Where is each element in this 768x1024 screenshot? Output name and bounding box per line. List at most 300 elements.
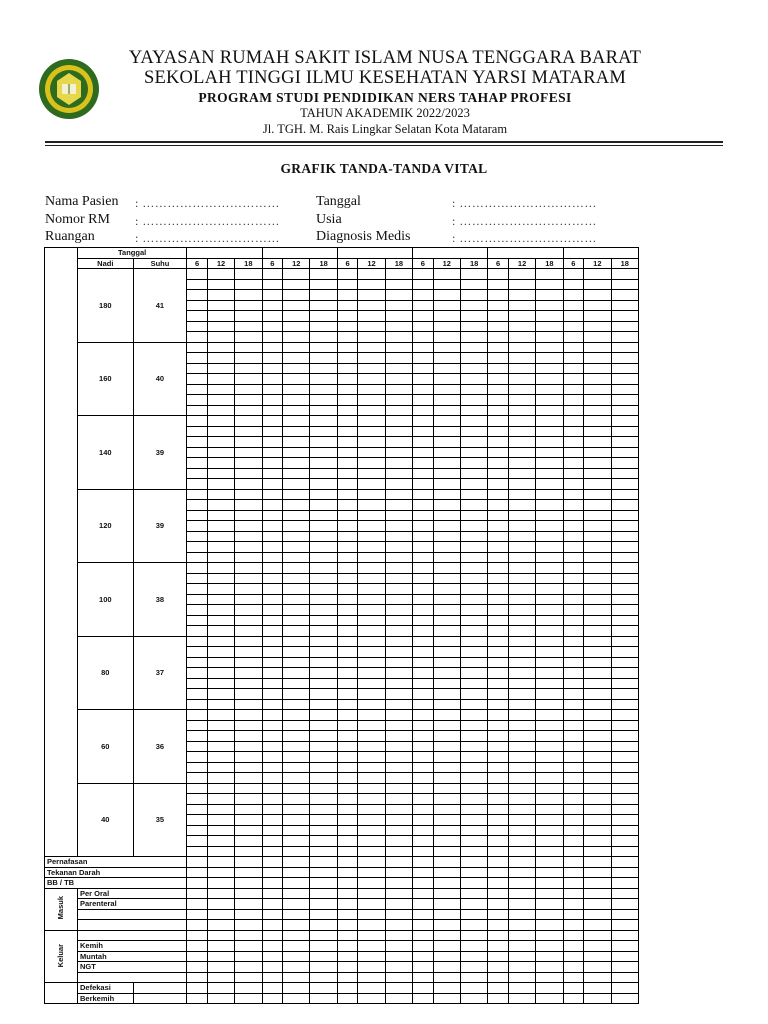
grid-cell[interactable] (508, 594, 535, 605)
grid-cell[interactable] (536, 563, 563, 574)
grid-cell[interactable] (262, 531, 283, 542)
grid-cell[interactable] (508, 762, 535, 773)
grid-cell[interactable] (584, 626, 611, 637)
grid-cell[interactable] (207, 909, 234, 920)
grid-cell[interactable] (207, 363, 234, 374)
grid-cell[interactable] (262, 920, 283, 931)
grid-cell[interactable] (611, 521, 639, 532)
grid-cell[interactable] (358, 699, 385, 710)
grid-cell[interactable] (337, 794, 358, 805)
grid-cell[interactable] (508, 416, 535, 427)
grid-cell[interactable] (262, 384, 283, 395)
grid-cell[interactable] (413, 416, 434, 427)
grid-cell[interactable] (262, 762, 283, 773)
grid-cell[interactable] (310, 279, 337, 290)
grid-cell[interactable] (187, 867, 208, 878)
grid-cell[interactable] (488, 290, 509, 301)
grid-cell[interactable] (207, 563, 234, 574)
grid-cell[interactable] (337, 405, 358, 416)
grid-cell[interactable] (611, 500, 639, 511)
grid-cell[interactable] (262, 867, 283, 878)
grid-cell[interactable] (413, 594, 434, 605)
grid-cell[interactable] (413, 689, 434, 700)
grid-cell[interactable] (310, 678, 337, 689)
grid-cell[interactable] (563, 678, 584, 689)
grid-cell[interactable] (310, 909, 337, 920)
grid-cell[interactable] (207, 710, 234, 721)
grid-cell[interactable] (337, 510, 358, 521)
grid-cell[interactable] (207, 468, 234, 479)
grid-cell[interactable] (413, 710, 434, 721)
grid-cell[interactable] (536, 689, 563, 700)
grid-cell[interactable] (310, 489, 337, 500)
grid-cell[interactable] (207, 920, 234, 931)
grid-cell[interactable] (413, 783, 434, 794)
grid-cell[interactable] (358, 668, 385, 679)
grid-cell[interactable] (536, 930, 563, 941)
grid-cell[interactable] (563, 857, 584, 868)
grid-cell[interactable] (488, 447, 509, 458)
grid-cell[interactable] (235, 300, 262, 311)
grid-cell[interactable] (584, 395, 611, 406)
grid-cell[interactable] (385, 510, 412, 521)
grid-cell[interactable] (207, 668, 234, 679)
grid-cell[interactable] (235, 447, 262, 458)
grid-cell[interactable] (337, 342, 358, 353)
grid-cell[interactable] (283, 920, 310, 931)
grid-cell[interactable] (235, 563, 262, 574)
grid-cell[interactable] (584, 951, 611, 962)
grid-cell[interactable] (413, 447, 434, 458)
grid-cell[interactable] (385, 290, 412, 301)
grid-cell[interactable] (337, 804, 358, 815)
grid-cell[interactable] (611, 353, 639, 364)
grid-cell[interactable] (385, 342, 412, 353)
grid-cell[interactable] (508, 605, 535, 616)
grid-cell[interactable] (385, 846, 412, 857)
grid-cell[interactable] (460, 699, 487, 710)
grid-cell[interactable] (563, 279, 584, 290)
grid-cell[interactable] (563, 332, 584, 343)
grid-cell[interactable] (433, 699, 460, 710)
grid-cell[interactable] (283, 794, 310, 805)
grid-cell[interactable] (611, 909, 639, 920)
grid-cell[interactable] (584, 521, 611, 532)
grid-cell[interactable] (508, 699, 535, 710)
grid-cell[interactable] (358, 374, 385, 385)
grid-cell[interactable] (310, 825, 337, 836)
grid-cell[interactable] (413, 563, 434, 574)
grid-cell[interactable] (508, 395, 535, 406)
grid-cell[interactable] (508, 584, 535, 595)
grid-cell[interactable] (413, 521, 434, 532)
grid-cell[interactable] (488, 720, 509, 731)
grid-cell[interactable] (508, 899, 535, 910)
grid-cell[interactable] (283, 773, 310, 784)
grid-cell[interactable] (283, 836, 310, 847)
grid-cell[interactable] (337, 657, 358, 668)
grid-cell[interactable] (611, 426, 639, 437)
grid-cell[interactable] (460, 720, 487, 731)
grid-cell[interactable] (488, 594, 509, 605)
grid-cell[interactable] (262, 909, 283, 920)
grid-cell[interactable] (262, 678, 283, 689)
grid-cell[interactable] (337, 899, 358, 910)
grid-cell[interactable] (207, 857, 234, 868)
grid-cell[interactable] (262, 342, 283, 353)
grid-cell[interactable] (235, 752, 262, 763)
grid-cell[interactable] (508, 794, 535, 805)
grid-cell[interactable] (584, 867, 611, 878)
grid-cell[interactable] (488, 710, 509, 721)
grid-cell[interactable] (563, 647, 584, 658)
grid-cell[interactable] (563, 972, 584, 983)
grid-cell[interactable] (563, 468, 584, 479)
grid-cell[interactable] (235, 332, 262, 343)
grid-cell[interactable] (310, 416, 337, 427)
grid-cell[interactable] (207, 983, 234, 994)
grid-cell[interactable] (235, 657, 262, 668)
grid-cell[interactable] (413, 626, 434, 637)
grid-cell[interactable] (563, 710, 584, 721)
grid-cell[interactable] (283, 374, 310, 385)
grid-cell[interactable] (283, 983, 310, 994)
grid-cell[interactable] (584, 605, 611, 616)
grid-cell[interactable] (207, 573, 234, 584)
grid-cell[interactable] (337, 594, 358, 605)
grid-cell[interactable] (508, 710, 535, 721)
grid-cell[interactable] (310, 290, 337, 301)
grid-cell[interactable] (460, 584, 487, 595)
grid-cell[interactable] (508, 311, 535, 322)
grid-cell[interactable] (488, 605, 509, 616)
grid-cell[interactable] (488, 426, 509, 437)
grid-cell[interactable] (433, 668, 460, 679)
grid-cell[interactable] (611, 363, 639, 374)
grid-cell[interactable] (337, 762, 358, 773)
grid-cell[interactable] (385, 794, 412, 805)
grid-cell[interactable] (488, 563, 509, 574)
grid-cell[interactable] (563, 584, 584, 595)
grid-cell[interactable] (358, 594, 385, 605)
grid-cell[interactable] (563, 458, 584, 469)
grid-cell[interactable] (460, 752, 487, 763)
grid-cell[interactable] (508, 437, 535, 448)
grid-cell[interactable] (310, 783, 337, 794)
grid-cell[interactable] (235, 815, 262, 826)
grid-cell[interactable] (235, 384, 262, 395)
grid-cell[interactable] (508, 636, 535, 647)
grid-cell[interactable] (187, 531, 208, 542)
grid-cell[interactable] (358, 647, 385, 658)
grid-cell[interactable] (611, 762, 639, 773)
grid-cell[interactable] (358, 500, 385, 511)
grid-cell[interactable] (385, 752, 412, 763)
grid-cell[interactable] (536, 342, 563, 353)
grid-cell[interactable] (385, 405, 412, 416)
grid-cell[interactable] (235, 542, 262, 553)
grid-cell[interactable] (385, 594, 412, 605)
grid-cell[interactable] (433, 521, 460, 532)
grid-cell[interactable] (310, 888, 337, 899)
grid-cell[interactable] (413, 930, 434, 941)
grid-cell[interactable] (337, 468, 358, 479)
grid-cell[interactable] (310, 521, 337, 532)
grid-cell[interactable] (310, 920, 337, 931)
grid-cell[interactable] (563, 426, 584, 437)
grid-cell[interactable] (563, 311, 584, 322)
grid-cell[interactable] (508, 668, 535, 679)
grid-cell[interactable] (563, 951, 584, 962)
grid-cell[interactable] (584, 815, 611, 826)
grid-cell[interactable] (413, 699, 434, 710)
grid-cell[interactable] (187, 594, 208, 605)
grid-cell[interactable] (283, 468, 310, 479)
grid-cell[interactable] (611, 269, 639, 280)
grid-cell[interactable] (310, 941, 337, 952)
grid-cell[interactable] (584, 542, 611, 553)
grid-cell[interactable] (488, 920, 509, 931)
grid-cell[interactable] (358, 552, 385, 563)
grid-cell[interactable] (310, 615, 337, 626)
grid-cell[interactable] (262, 836, 283, 847)
grid-cell[interactable] (310, 479, 337, 490)
grid-cell[interactable] (207, 269, 234, 280)
grid-cell[interactable] (283, 479, 310, 490)
grid-cell[interactable] (262, 321, 283, 332)
grid-cell[interactable] (563, 573, 584, 584)
grid-cell[interactable] (433, 983, 460, 994)
grid-cell[interactable] (235, 290, 262, 301)
grid-cell[interactable] (488, 384, 509, 395)
grid-cell[interactable] (283, 972, 310, 983)
grid-cell[interactable] (536, 962, 563, 973)
grid-cell[interactable] (584, 311, 611, 322)
grid-cell[interactable] (187, 731, 208, 742)
grid-cell[interactable] (187, 678, 208, 689)
grid-cell[interactable] (187, 657, 208, 668)
grid-cell[interactable] (207, 521, 234, 532)
grid-cell[interactable] (433, 342, 460, 353)
grid-cell[interactable] (488, 888, 509, 899)
grid-cell[interactable] (283, 993, 310, 1004)
grid-cell[interactable] (611, 321, 639, 332)
grid-cell[interactable] (235, 416, 262, 427)
grid-cell[interactable] (563, 542, 584, 553)
grid-cell[interactable] (337, 941, 358, 952)
grid-cell[interactable] (536, 647, 563, 658)
grid-cell[interactable] (488, 951, 509, 962)
grid-cell[interactable] (235, 909, 262, 920)
grid-cell[interactable] (460, 332, 487, 343)
grid-cell[interactable] (358, 815, 385, 826)
grid-cell[interactable] (413, 857, 434, 868)
grid-cell[interactable] (283, 563, 310, 574)
grid-cell[interactable] (310, 405, 337, 416)
grid-cell[interactable] (611, 930, 639, 941)
grid-cell[interactable] (358, 867, 385, 878)
grid-cell[interactable] (187, 752, 208, 763)
grid-cell[interactable] (536, 741, 563, 752)
grid-cell[interactable] (337, 962, 358, 973)
grid-cell[interactable] (207, 794, 234, 805)
grid-cell[interactable] (207, 552, 234, 563)
grid-cell[interactable] (187, 416, 208, 427)
grid-cell[interactable] (207, 962, 234, 973)
grid-cell[interactable] (262, 552, 283, 563)
grid-cell[interactable] (460, 374, 487, 385)
grid-cell[interactable] (187, 720, 208, 731)
grid-cell[interactable] (508, 542, 535, 553)
grid-cell[interactable] (262, 888, 283, 899)
grid-cell[interactable] (337, 752, 358, 763)
grid-cell[interactable] (584, 458, 611, 469)
grid-cell[interactable] (563, 689, 584, 700)
grid-cell[interactable] (283, 846, 310, 857)
grid-cell[interactable] (563, 825, 584, 836)
grid-cell[interactable] (262, 374, 283, 385)
grid-cell[interactable] (413, 668, 434, 679)
grid-cell[interactable] (207, 458, 234, 469)
grid-cell[interactable] (563, 626, 584, 637)
grid-cell[interactable] (536, 489, 563, 500)
grid-cell[interactable] (207, 888, 234, 899)
grid-cell[interactable] (460, 741, 487, 752)
grid-cell[interactable] (508, 846, 535, 857)
grid-cell[interactable] (283, 867, 310, 878)
grid-cell[interactable] (385, 878, 412, 889)
grid-cell[interactable] (385, 353, 412, 364)
grid-cell[interactable] (611, 920, 639, 931)
grid-cell[interactable] (563, 804, 584, 815)
grid-cell[interactable] (358, 332, 385, 343)
grid-cell[interactable] (310, 447, 337, 458)
grid-cell[interactable] (337, 836, 358, 847)
grid-cell[interactable] (433, 951, 460, 962)
grid-cell[interactable] (235, 899, 262, 910)
grid-cell[interactable] (283, 405, 310, 416)
grid-cell[interactable] (283, 678, 310, 689)
grid-cell[interactable] (488, 321, 509, 332)
grid-cell[interactable] (235, 825, 262, 836)
grid-cell[interactable] (235, 993, 262, 1004)
grid-cell[interactable] (235, 636, 262, 647)
grid-cell[interactable] (337, 458, 358, 469)
grid-cell[interactable] (488, 647, 509, 658)
grid-cell[interactable] (460, 290, 487, 301)
grid-cell[interactable] (385, 321, 412, 332)
grid-cell[interactable] (584, 374, 611, 385)
grid-cell[interactable] (187, 647, 208, 658)
grid-cell[interactable] (262, 647, 283, 658)
grid-cell[interactable] (385, 699, 412, 710)
grid-cell[interactable] (358, 290, 385, 301)
grid-cell[interactable] (563, 657, 584, 668)
grid-cell[interactable] (611, 867, 639, 878)
grid-cell[interactable] (385, 836, 412, 847)
grid-cell[interactable] (187, 500, 208, 511)
grid-cell[interactable] (584, 384, 611, 395)
grid-cell[interactable] (488, 552, 509, 563)
grid-cell[interactable] (488, 279, 509, 290)
grid-cell[interactable] (536, 290, 563, 301)
grid-cell[interactable] (337, 678, 358, 689)
grid-cell[interactable] (584, 552, 611, 563)
grid-cell[interactable] (460, 542, 487, 553)
grid-cell[interactable] (488, 773, 509, 784)
grid-cell[interactable] (413, 426, 434, 437)
grid-cell[interactable] (433, 489, 460, 500)
grid-cell[interactable] (413, 972, 434, 983)
grid-cell[interactable] (235, 941, 262, 952)
grid-cell[interactable] (337, 605, 358, 616)
grid-cell[interactable] (433, 836, 460, 847)
grid-cell[interactable] (262, 983, 283, 994)
grid-cell[interactable] (413, 993, 434, 1004)
grid-cell[interactable] (413, 804, 434, 815)
grid-cell[interactable] (488, 332, 509, 343)
grid-cell[interactable] (460, 951, 487, 962)
grid-cell[interactable] (536, 941, 563, 952)
grid-cell[interactable] (358, 762, 385, 773)
grid-cell[interactable] (488, 468, 509, 479)
grid-cell[interactable] (536, 825, 563, 836)
grid-cell[interactable] (358, 447, 385, 458)
grid-cell[interactable] (563, 395, 584, 406)
grid-cell[interactable] (488, 668, 509, 679)
grid-cell[interactable] (358, 962, 385, 973)
grid-cell[interactable] (413, 332, 434, 343)
grid-cell[interactable] (460, 342, 487, 353)
grid-cell[interactable] (187, 321, 208, 332)
grid-cell[interactable] (460, 783, 487, 794)
grid-cell[interactable] (563, 447, 584, 458)
grid-cell[interactable] (187, 972, 208, 983)
grid-cell[interactable] (413, 311, 434, 322)
grid-cell[interactable] (508, 563, 535, 574)
grid-cell[interactable] (611, 825, 639, 836)
grid-cell[interactable] (262, 573, 283, 584)
grid-cell[interactable] (385, 773, 412, 784)
field-blank-usia[interactable]: : …………………………… (452, 214, 597, 228)
grid-cell[interactable] (611, 815, 639, 826)
grid-cell[interactable] (235, 374, 262, 385)
grid-cell[interactable] (310, 867, 337, 878)
grid-cell[interactable] (187, 552, 208, 563)
grid-cell[interactable] (358, 752, 385, 763)
grid-cell[interactable] (358, 563, 385, 574)
grid-cell[interactable] (207, 699, 234, 710)
grid-cell[interactable] (385, 395, 412, 406)
grid-cell[interactable] (584, 342, 611, 353)
grid-cell[interactable] (433, 437, 460, 448)
grid-cell[interactable] (235, 867, 262, 878)
grid-cell[interactable] (385, 300, 412, 311)
grid-cell[interactable] (584, 405, 611, 416)
grid-cell[interactable] (508, 363, 535, 374)
grid-cell[interactable] (584, 363, 611, 374)
grid-cell[interactable] (337, 500, 358, 511)
grid-cell[interactable] (488, 521, 509, 532)
grid-cell[interactable] (611, 584, 639, 595)
grid-cell[interactable] (283, 825, 310, 836)
grid-cell[interactable] (563, 741, 584, 752)
grid-cell[interactable] (283, 542, 310, 553)
grid-cell[interactable] (385, 332, 412, 343)
grid-cell[interactable] (611, 741, 639, 752)
grid-cell[interactable] (536, 353, 563, 364)
grid-cell[interactable] (611, 993, 639, 1004)
